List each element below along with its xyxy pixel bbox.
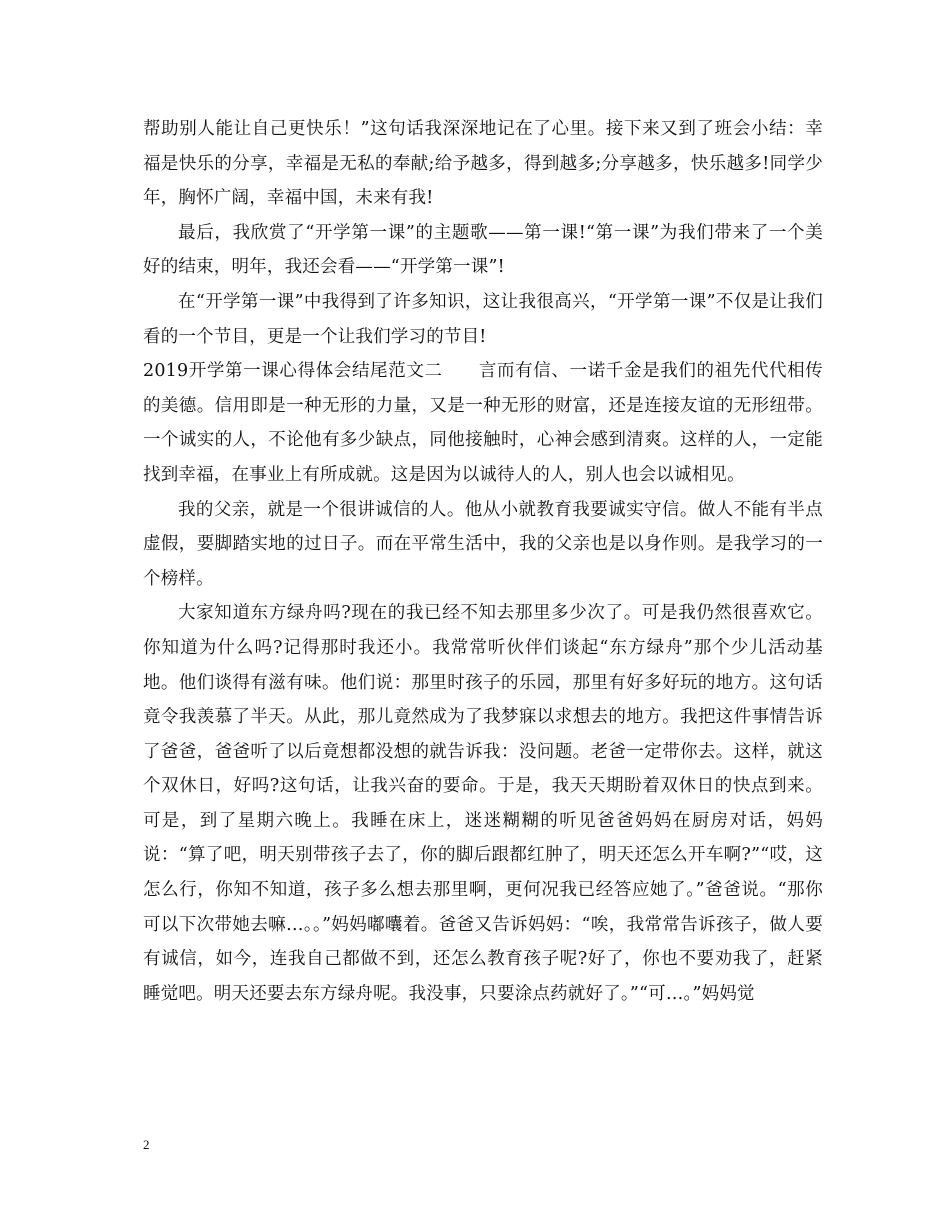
- paragraph-knowledge: 在“开学第一课”中我得到了许多知识，这让我很高兴，“开学第一课”不仅是让我们看的一个节目，更是一个让我们学习的节目!: [143, 291, 823, 347]
- page-number: 2: [143, 1137, 150, 1152]
- paragraph-theme-song: 最后，我欣赏了“开学第一课”的主题歌——第一课!“第一课”为我们带来了一个美好的结束，明年，我还会看——“开学第一课”!: [143, 222, 823, 278]
- paragraph-green-boat: 大家知道东方绿舟吗?现在的我已经不知去那里多少次了。可是我仍然很喜欢它。你知道为什么吗?记得那时我还小。我常常听伙伴们谈起“东方绿舟”那个少儿活动基地。他们谈得有滋有味。他们说：那里时孩子的乐园，那里有好多好玩的地方。这句话竟令我羡慕了半天。从此，那儿竟然成为了我梦寐以求想去的地方。我把这件事情告诉了爸爸，爸爸听了以后竟想都没想的就告诉我：没问题。老爸一定带你去。这样，就这个双休日，好吗?这句话，让我兴奋的要命。于是，我天天期盼着双休日的快点到来。可是，到了星期六晚上。我睡在床上，迷迷糊糊的听见爸爸妈妈在厨房对话，妈妈说：“算了吧，明天别带孩子去了，你的脚后跟都红肿了，明天还怎么开车啊?”“哎，这怎么行，你知不知道，孩子多么想去那里啊，更何况我已经答应她了。”爸爸说。“那你可以下次带她去嘛…。。”妈妈嘟囔着。爸爸又告诉妈妈：“唉，我常常告诉孩子，做人要有诚信，如今，连我自己都做不到，还怎么教育孩子呢?好了，你也不要劝我了，赶紧睡觉吧。明天还要去东方绿舟呢。我没事，只要涂点药就好了。”“可…。”妈妈觉: [143, 603, 823, 1004]
- paragraph-continuation: 帮助别人能让自己更快乐！”这句话我深深地记在了心里。接下来又到了班会小结：幸福是快乐的分享，幸福是无私的奉献;给予越多，得到越多;分享越多，快乐越多!同学少年，胸怀广阔，幸福中国，未来有我!: [143, 119, 823, 209]
- paragraph-father: 我的父亲，就是一个很讲诚信的人。他从小就教育我要诚实守信。做人不能有半点虚假，要脚踏实地的过日子。而在平常生活中，我的父亲也是以身作则。是我学习的一个榜样。: [143, 499, 823, 589]
- paragraph-sample-two: 2019开学第一课心得体会结尾范文二 言而有信、一诺千金是我们的祖先代代相传的美德。信用即是一种无形的力量，又是一种无形的财富，还是连接友谊的无形纽带。一个诚实的人，不论他有多少缺点，同他接触时，心神会感到清爽。这样的人，一定能找到幸福，在事业上有所成就。这是因为以诚待人的人，别人也会以诚相见。: [143, 361, 823, 485]
- document-body: [143, 112, 823, 1011]
